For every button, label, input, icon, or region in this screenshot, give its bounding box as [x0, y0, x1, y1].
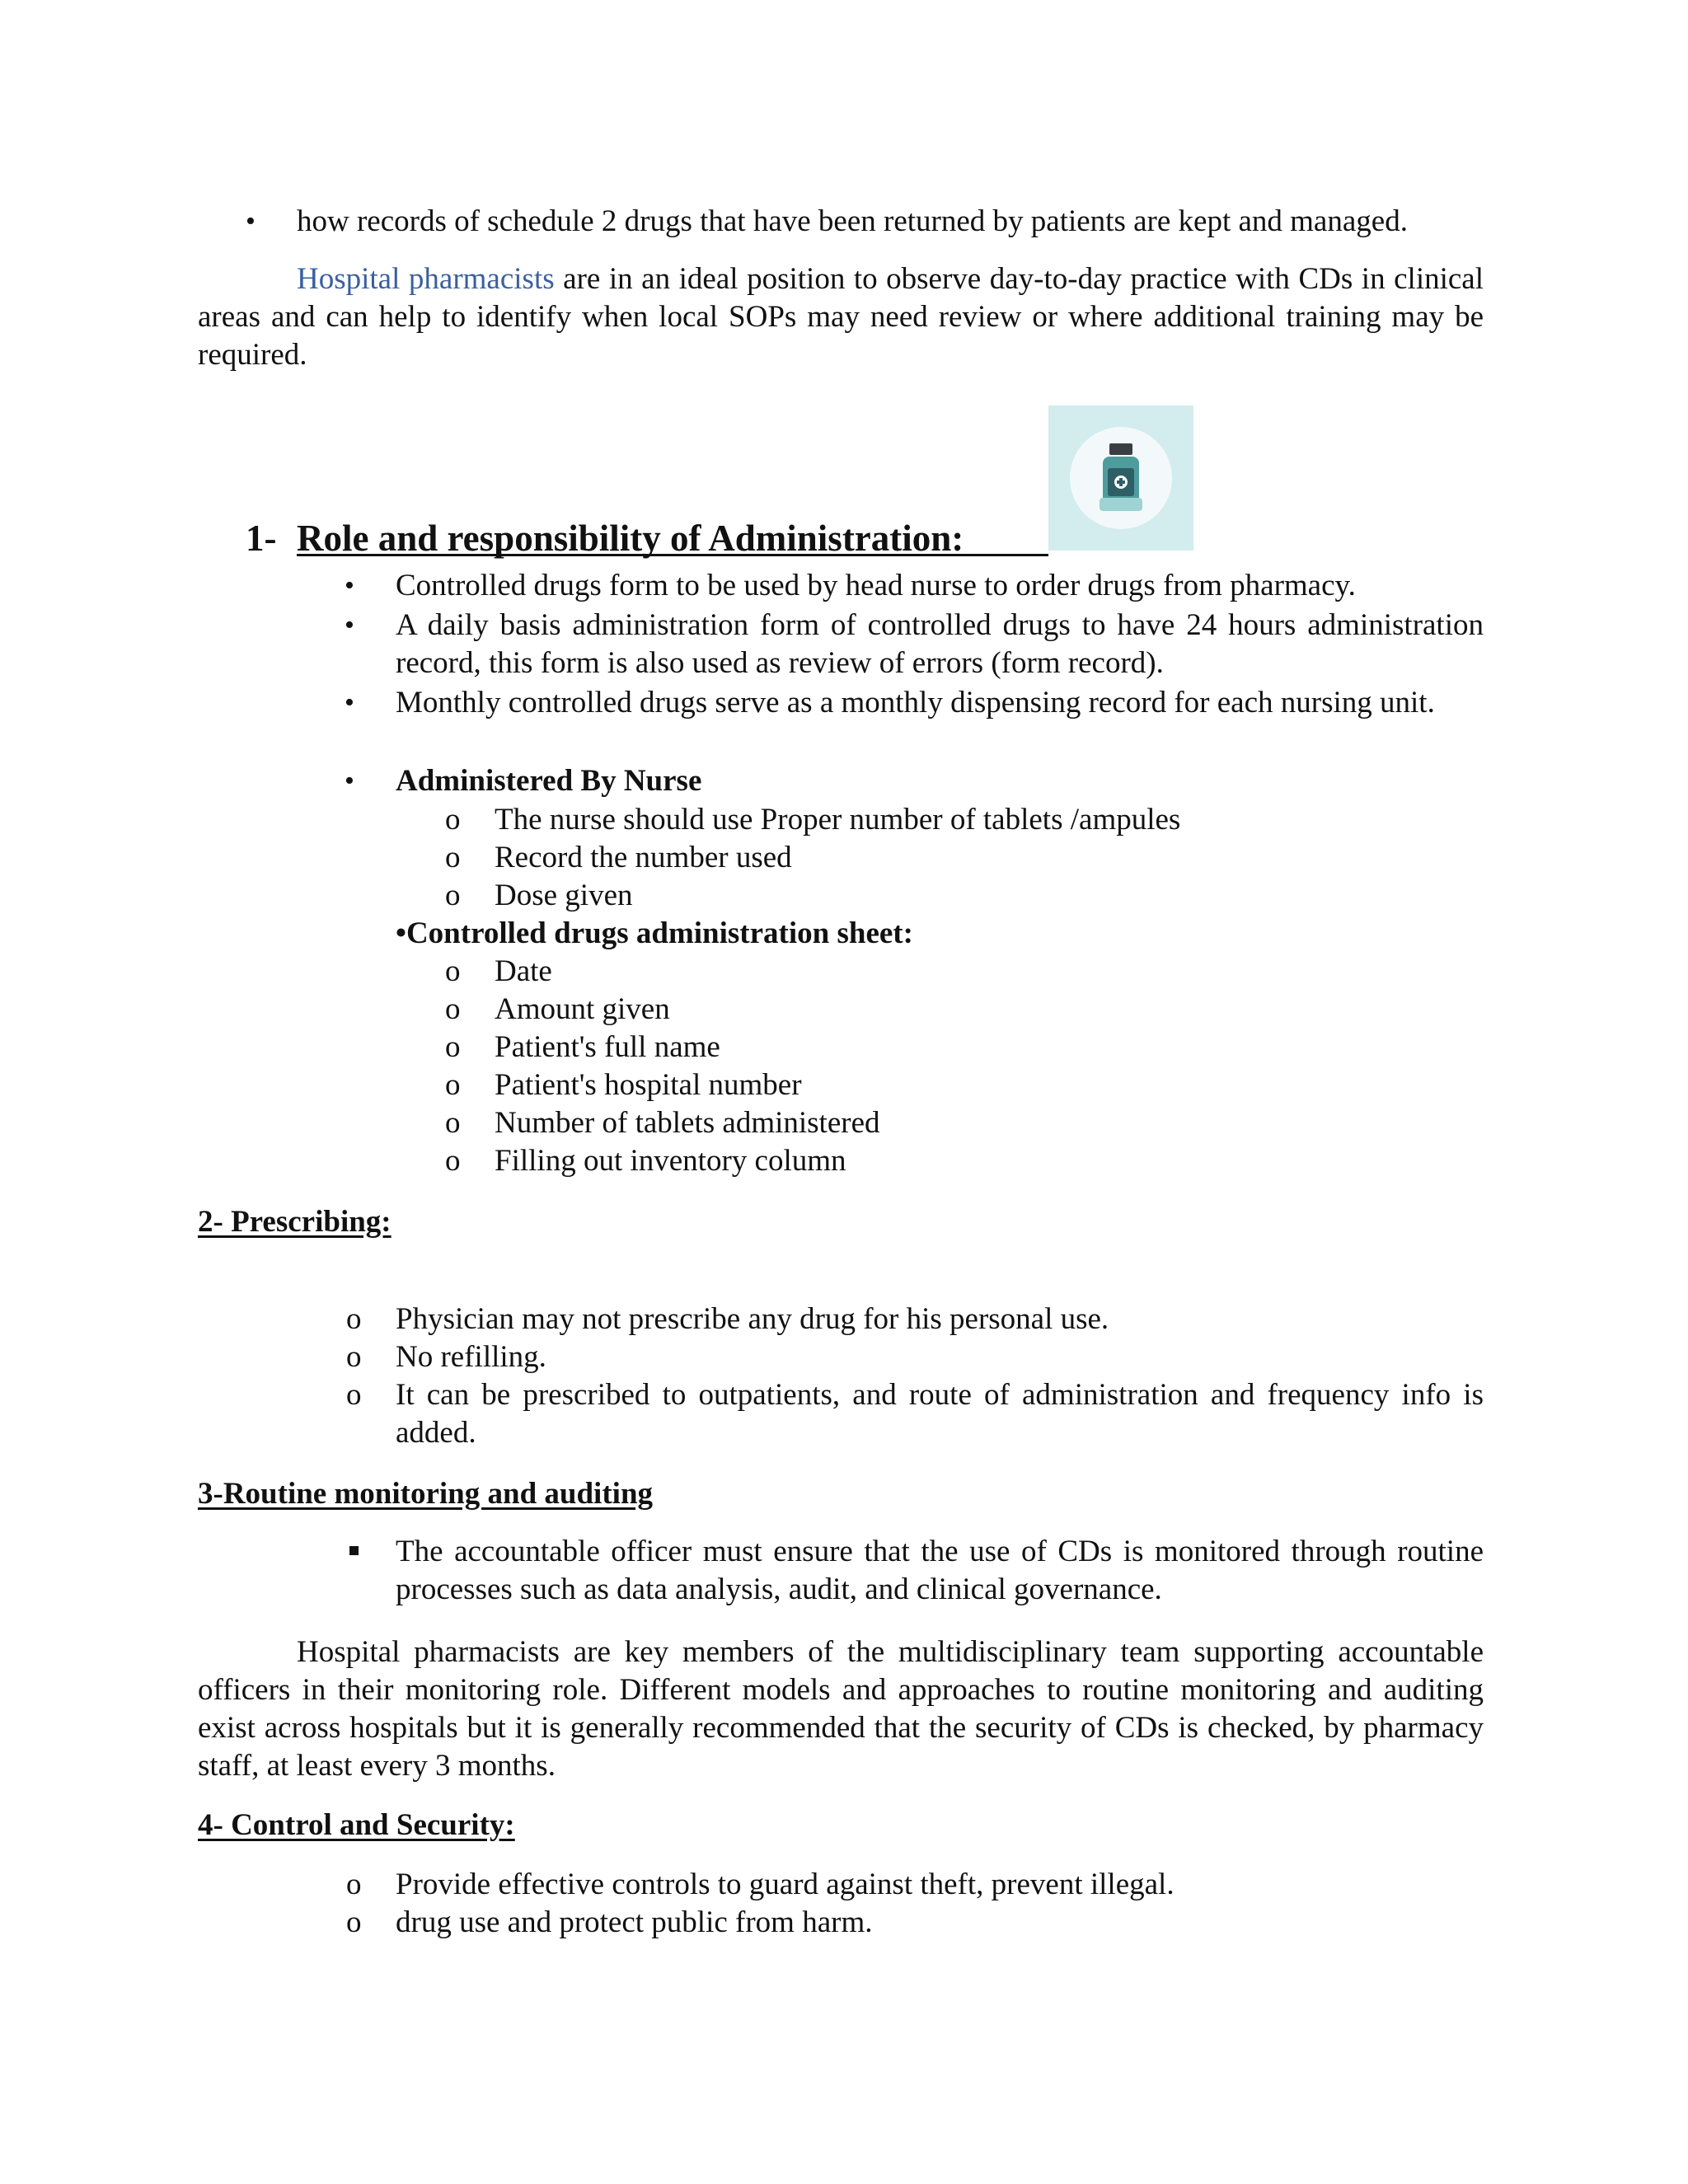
section-3-title: 3-Routine monitoring and auditing — [198, 1477, 654, 1511]
bullet-circle: o — [346, 1378, 362, 1412]
section-1-item-2: A daily basis administration form of controlled drugs to have 24 hours administration record, this form is also used as review of errors (form record). — [396, 608, 1484, 680]
section-2-item-1: Physician may not prescribe any drug for his personal use. — [396, 1302, 1109, 1336]
section-4-title: 4- Control and Security: — [198, 1808, 515, 1842]
nurse-item-1: The nurse should use Proper number of tablets /ampules — [495, 803, 1181, 837]
section-3-item: The accountable officer must ensure that the use of CDs is monitored through routine processes such as data analysis, audit, and clinical governance. — [396, 1535, 1484, 1606]
sheet-item-4: Patient's hospital number — [495, 1068, 802, 1102]
medicine-bottle-icon — [1048, 405, 1193, 551]
nurse-item-3: Dose given — [495, 879, 633, 912]
section-1-item-3: Monthly controlled drugs serve as a monthly dispensing record for each nursing unit. — [396, 686, 1435, 719]
intro-paragraph — [198, 260, 1484, 374]
sheet-heading: •Controlled drugs administration sheet: — [396, 916, 913, 950]
bullet-circle: o — [346, 1868, 362, 1901]
nurse-item-2: Record the number used — [495, 841, 792, 874]
section-2-title: 2- Prescribing: — [198, 1205, 392, 1239]
nurse-heading: Administered By Nurse — [396, 764, 702, 798]
bullet-disc: • — [345, 766, 354, 796]
intro-bullet-text: how records of schedule 2 drugs that have been returned by patients are kept and managed. — [297, 204, 1408, 238]
bullet-circle: o — [445, 1144, 461, 1178]
bullet-circle: o — [445, 841, 461, 874]
bullet-disc: • — [345, 610, 354, 640]
section-1-title-text: Role and responsibility of Administration: — [297, 518, 964, 559]
sheet-item-5: Number of tablets administered — [495, 1106, 880, 1140]
bullet-square — [349, 1546, 359, 1555]
section-3-paragraph: Hospital pharmacists are key members of the multidisciplinary team supporting accountable officers in their monitoring role. Different models and approaches to routine monitoring and auditing exist across hospitals but it is generally recommended that the security of CDs is checked, by pharmacy staff, at least every 3 months. — [198, 1635, 1484, 1783]
bullet-circle: o — [445, 879, 461, 912]
sheet-item-3: Patient's full name — [495, 1030, 720, 1064]
bullet-circle: o — [445, 992, 461, 1026]
bullet-disc: • — [246, 206, 256, 237]
section-4-item-1: Provide effective controls to guard against theft, prevent illegal. — [396, 1868, 1175, 1901]
section-1-number: 1- — [246, 518, 277, 559]
section-1-item-1: Controlled drugs form to be used by head nurse to order drugs from pharmacy. — [396, 569, 1356, 602]
bullet-circle: o — [445, 1068, 461, 1102]
bullet-circle: o — [445, 803, 461, 837]
sheet-item-6: Filling out inventory column — [495, 1144, 846, 1178]
intro-paragraph-rest: are in an ideal position to observe day-to-day practice with CDs in clinical areas and can help to identify when local SOPs may need review or where additional training may be required. — [198, 262, 1484, 372]
bullet-circle: o — [346, 1905, 362, 1939]
section-4-item-2: drug use and protect public from harm. — [396, 1905, 873, 1939]
sheet-item-1: Date — [495, 954, 552, 988]
bullet-circle: o — [346, 1340, 362, 1374]
section-2-item-3: It can be prescribed to outpatients, and route of administration and frequency info is added. — [396, 1378, 1484, 1450]
bullet-disc: • — [345, 687, 354, 718]
bullet-circle: o — [445, 1030, 461, 1064]
bullet-circle: o — [346, 1302, 362, 1336]
hospital-pharmacists-link[interactable]: Hospital pharmacists — [297, 262, 555, 296]
bullet-circle: o — [445, 1106, 461, 1140]
bullet-circle: o — [445, 954, 461, 988]
sheet-item-2: Amount given — [495, 992, 670, 1026]
bullet-disc: • — [345, 570, 354, 601]
section-2-item-2: No refilling. — [396, 1340, 546, 1374]
section-1-title — [297, 516, 1048, 559]
